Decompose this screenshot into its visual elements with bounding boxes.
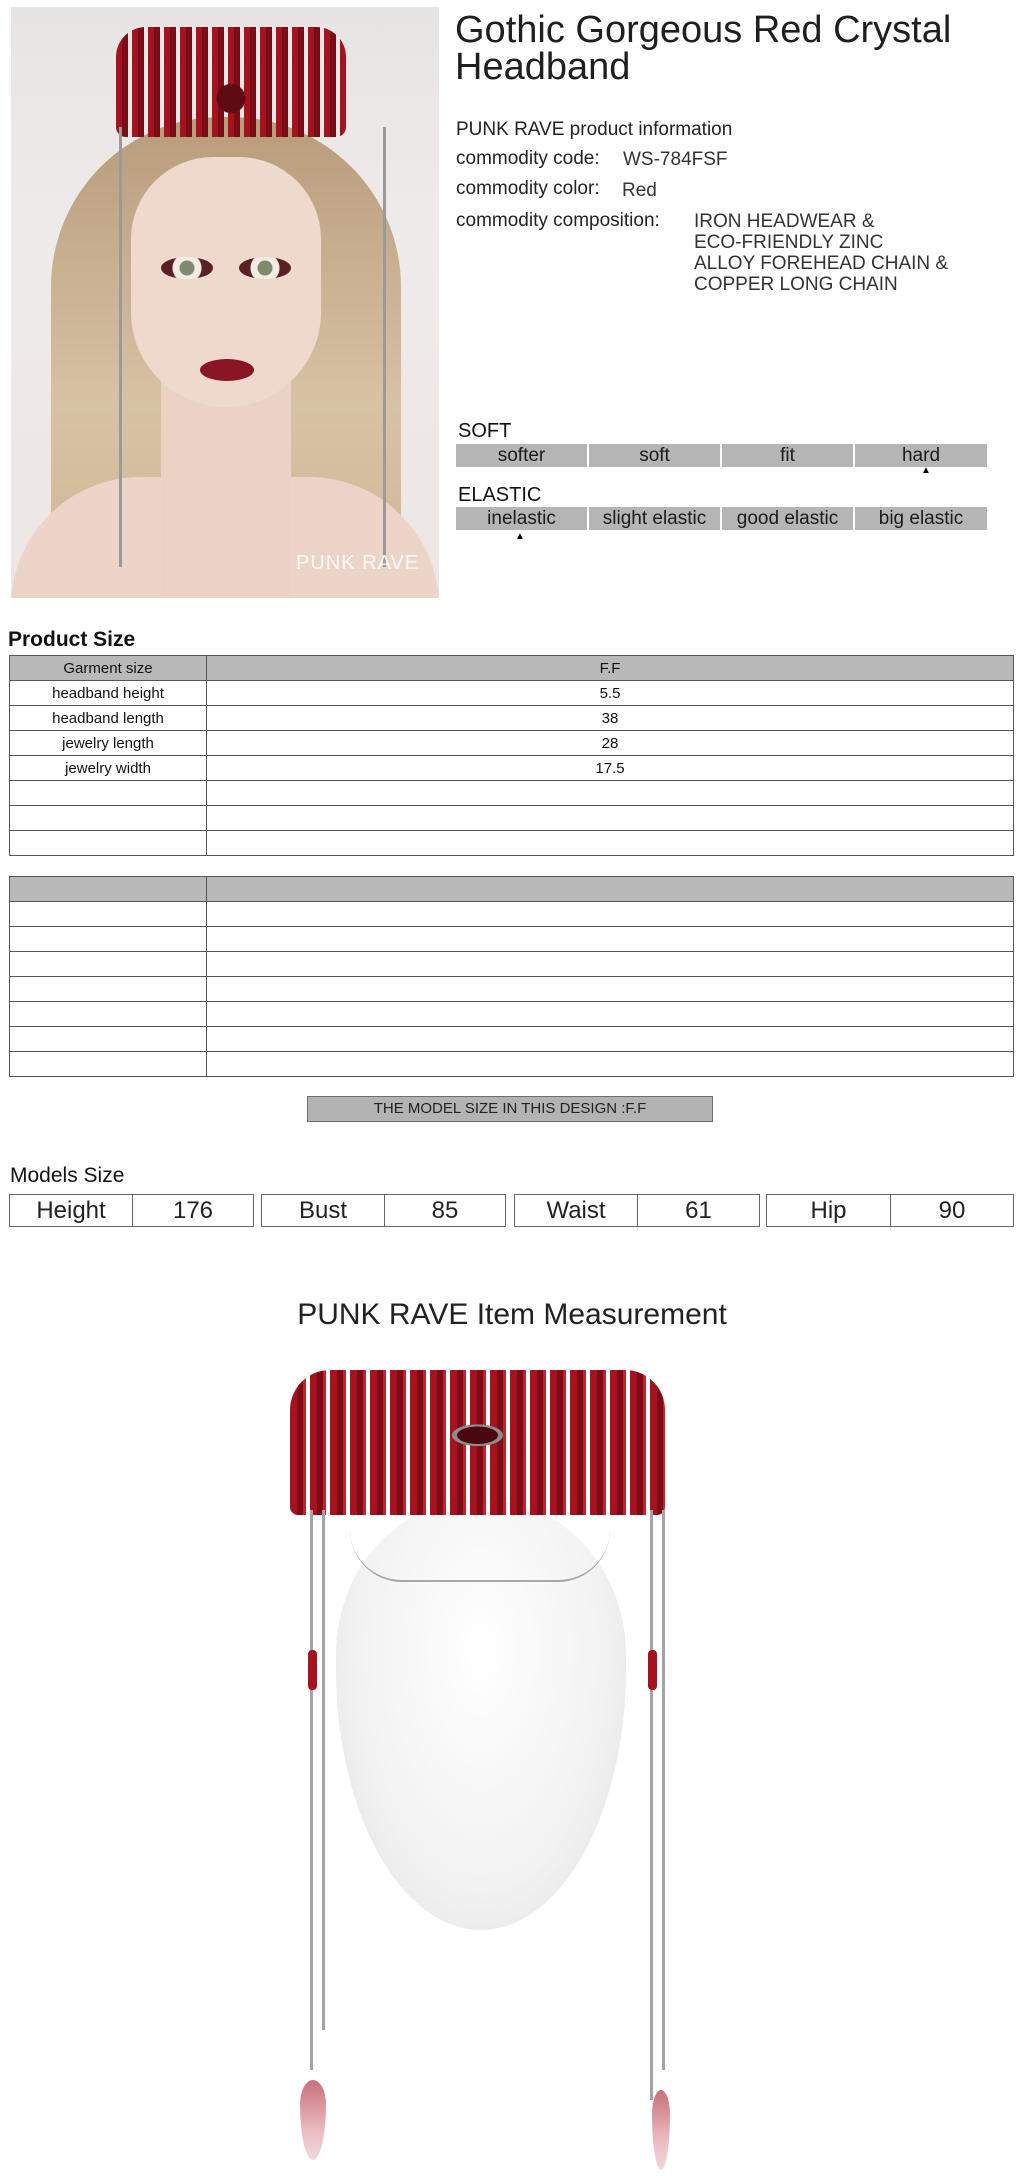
table-cell [207, 806, 1014, 831]
photo-watermark: PUNK RAVE [296, 552, 420, 574]
model-waist-label: Waist [514, 1194, 638, 1227]
soft-option-softer: softer [456, 444, 587, 467]
red-bead-cluster-left [308, 1650, 317, 1690]
table-cell: 38 [207, 706, 1014, 731]
red-bead-cluster-right [648, 1650, 657, 1690]
table-cell: jewelry width [10, 756, 207, 781]
product-size-title: Product Size [8, 628, 136, 651]
table-header-row [10, 656, 1014, 681]
model-bust-value: 85 [384, 1194, 506, 1227]
elastic-option-good: good elastic [722, 507, 853, 530]
photo-chain-left [119, 127, 122, 567]
elastic-option-big: big elastic [855, 507, 987, 530]
model-waist-value: 61 [637, 1194, 760, 1227]
table-cell [10, 952, 207, 977]
model-height-value: 176 [132, 1194, 254, 1227]
table-row [10, 902, 1014, 927]
table-cell [10, 902, 207, 927]
table-cell [207, 902, 1014, 927]
soft-scale-label: SOFT [458, 420, 512, 442]
model-hip-label: Hip [766, 1194, 891, 1227]
photo-crown [116, 27, 346, 137]
table-row [10, 1002, 1014, 1027]
table-header-cell [10, 877, 207, 902]
elastic-selected-marker: ▲ [515, 531, 525, 542]
code-value: WS-784FSF [623, 149, 728, 170]
color-label: commodity color: [456, 178, 600, 199]
product-size-table [9, 655, 1014, 856]
table-cell: jewelry length [10, 731, 207, 756]
wing-charm-right [652, 2090, 670, 2170]
table-cell: 28 [207, 731, 1014, 756]
table-row [10, 781, 1014, 806]
soft-option-hard: hard [855, 444, 987, 467]
table-header-cell: F.F [207, 656, 1014, 681]
table-row [10, 1052, 1014, 1077]
table-cell [207, 831, 1014, 856]
info-heading: PUNK RAVE product information [456, 119, 733, 140]
table-cell [207, 1027, 1014, 1052]
table-header-cell [207, 877, 1014, 902]
table-row [10, 831, 1014, 856]
soft-option-soft: soft [589, 444, 720, 467]
table-row [10, 806, 1014, 831]
elastic-scale-label: ELASTIC [458, 484, 542, 506]
table-cell: 17.5 [207, 756, 1014, 781]
elastic-option-inelastic: inelastic [456, 507, 587, 530]
code-label: commodity code: [456, 148, 600, 169]
table-cell [207, 1052, 1014, 1077]
soft-selected-marker: ▲ [921, 465, 931, 476]
table-cell [207, 1002, 1014, 1027]
soft-option-fit: fit [722, 444, 853, 467]
table-cell [10, 831, 207, 856]
table-cell [10, 806, 207, 831]
table-row [10, 977, 1014, 1002]
table-cell [10, 1052, 207, 1077]
product-title: Gothic Gorgeous Red Crystal Headband [455, 9, 952, 88]
long-chain-left-inner [322, 1510, 325, 2030]
long-chain-right [650, 1510, 653, 2100]
table-header-row [10, 877, 1014, 902]
composition-line: ECO-FRIENDLY ZINC [694, 232, 884, 253]
table-cell [207, 927, 1014, 952]
photo-left-eye [161, 257, 213, 279]
secondary-size-table [9, 876, 1014, 1077]
table-cell [207, 781, 1014, 806]
headband-crown [290, 1370, 665, 1515]
table-cell [10, 1002, 207, 1027]
photo-right-eye [239, 257, 291, 279]
model-size-design-banner: THE MODEL SIZE IN THIS DESIGN :F.F [307, 1096, 713, 1122]
composition-line: ALLOY FOREHEAD CHAIN & [694, 253, 949, 274]
table-cell [10, 927, 207, 952]
model-height-label: Height [9, 1194, 133, 1227]
measurement-photo [280, 1370, 680, 2170]
forehead-chain [350, 1530, 610, 1582]
table-row [10, 756, 1014, 781]
photo-chain-right [383, 127, 386, 567]
long-chain-left [310, 1510, 313, 2070]
table-cell [207, 977, 1014, 1002]
table-cell [10, 781, 207, 806]
table-cell: headband length [10, 706, 207, 731]
table-cell: 5.5 [207, 681, 1014, 706]
measurement-title: PUNK RAVE Item Measurement [297, 1298, 727, 1331]
table-row [10, 952, 1014, 977]
table-row [10, 927, 1014, 952]
wing-charm-left [300, 2080, 326, 2160]
product-photo [11, 7, 439, 598]
models-size-title: Models Size [10, 1164, 125, 1187]
composition-line: IRON HEADWEAR & [694, 211, 875, 232]
model-hip-value: 90 [890, 1194, 1014, 1227]
color-value: Red [622, 180, 657, 201]
table-row [10, 731, 1014, 756]
table-header-cell: Garment size [10, 656, 207, 681]
table-row [10, 706, 1014, 731]
composition-line: COPPER LONG CHAIN [694, 274, 898, 295]
elastic-option-slight: slight elastic [589, 507, 720, 530]
long-chain-right-inner [662, 1510, 665, 2070]
composition-label: commodity composition: [456, 210, 660, 231]
table-cell [207, 952, 1014, 977]
composition-value [694, 211, 948, 295]
table-cell [10, 977, 207, 1002]
table-row [10, 1027, 1014, 1052]
table-cell: headband height [10, 681, 207, 706]
table-cell [10, 1027, 207, 1052]
model-bust-label: Bust [261, 1194, 385, 1227]
photo-lips [200, 359, 254, 381]
table-row [10, 681, 1014, 706]
